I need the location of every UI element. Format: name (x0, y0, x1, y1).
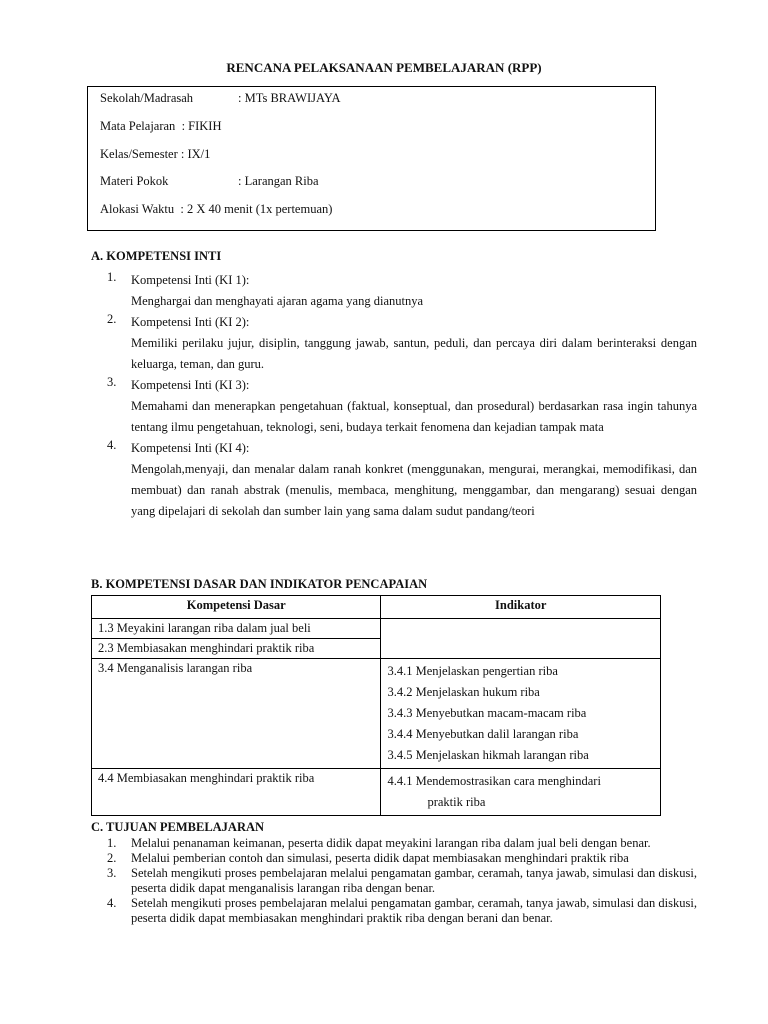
tujuan-text: Setelah mengikuti proses pembelajaran melalui pengamatan gambar, ceramah, tanya jawab, simulasi dan diskusi, peserta didik dapat membiasakan menghindari praktik riba dengan berani dan benar. (131, 896, 697, 925)
kompetensi-inti-list (91, 270, 697, 522)
ki-description: Menghargai dan menghayati ajaran agama yang dianutnya (131, 294, 424, 308)
ki-heading: Kompetensi Inti (KI 3): (131, 378, 250, 392)
section-a-heading: A. KOMPETENSI INTI (91, 249, 222, 263)
table-row (92, 619, 661, 639)
indikator-item: 3.4.4 Menyebutkan dalil larangan riba (387, 727, 579, 741)
tujuan-number: 1. (107, 836, 117, 850)
indikator-cell-empty (381, 619, 661, 659)
indikator-cell (381, 769, 661, 816)
topic-value: : Larangan Riba (238, 174, 319, 188)
class-value: : IX/1 (180, 147, 211, 161)
tujuan-item (91, 866, 697, 896)
identity-topic-row (100, 174, 319, 189)
tujuan-number: 2. (107, 851, 117, 865)
col-header-indikator: Indikator (381, 596, 661, 619)
tujuan-list (91, 836, 697, 926)
tujuan-text: Melalui penanaman keimanan, peserta didik dapat meyakini larangan riba dalam jual beli dengan benar. (131, 836, 651, 850)
ki-description: Memahami dan menerapkan pengetahuan (faktual, konseptual, dan prosedural) berdasarkan rasa ingin tahunya tentang ilmu pengetahuan, teknologi, seni, budaya terkait fenomena dan kejadian tampak mata (131, 399, 697, 434)
ki-item (91, 312, 697, 375)
kompetensi-table (91, 595, 661, 816)
ki-description: Mengolah,menyaji, dan menalar dalam ranah konkret (menggunakan, mengurai, merangkai, memodifikasi, dan membuat) dan ranah abstrak (menulis, membaca, menghitung, menggambar, dan mengarang) sesuai dengan yang dipelajari di sekolah dan sumber lain yang sama dalam sudut pandang/teori (131, 462, 697, 518)
kd-cell: 2.3 Membiasakan menghindari praktik riba (92, 639, 381, 659)
indikator-cell (381, 659, 661, 769)
ki-number: 4. (107, 438, 117, 452)
ki-heading: Kompetensi Inti (KI 2): (131, 315, 250, 329)
indikator-item: 4.4.1 Mendemostrasikan cara menghindari (387, 774, 601, 788)
ki-number: 3. (107, 375, 117, 389)
indikator-item: 3.4.3 Menyebutkan macam-macam riba (387, 706, 587, 720)
kd-cell: 4.4 Membiasakan menghindari praktik riba (92, 769, 381, 816)
col-header-kompetensi-dasar: Kompetensi Dasar (92, 596, 381, 619)
school-label: Sekolah/Madrasah (100, 91, 194, 105)
time-value: : 2 X 40 menit (1x pertemuan) (180, 202, 333, 216)
tujuan-item (91, 851, 697, 866)
ki-heading: Kompetensi Inti (KI 1): (131, 273, 250, 287)
topic-label: Materi Pokok (100, 174, 169, 188)
indikator-item: 3.4.2 Menjelaskan hukum riba (387, 685, 540, 699)
school-value: : MTs BRAWIJAYA (238, 91, 341, 105)
kd-cell: 1.3 Meyakini larangan riba dalam jual beli (92, 619, 381, 639)
tujuan-number: 4. (107, 896, 117, 910)
subject-value: : FIKIH (181, 119, 222, 133)
kd-cell: 3.4 Menganalisis larangan riba (92, 659, 381, 769)
time-label: Alokasi Waktu (100, 202, 175, 216)
ki-number: 2. (107, 312, 117, 326)
ki-item (91, 438, 697, 522)
tujuan-text: Setelah mengikuti proses pembelajaran melalui pengamatan gambar, ceramah, tanya jawab, simulasi dan diskusi, peserta didik dapat menganalisis larangan riba dengan benar. (131, 866, 697, 895)
ki-number: 1. (107, 270, 117, 284)
identity-time-row (100, 202, 332, 217)
document-title: RENCANA PELAKSANAAN PEMBELAJARAN (RPP) (226, 60, 542, 75)
identity-box (87, 86, 656, 231)
ki-item (91, 375, 697, 438)
table-row (92, 659, 661, 769)
indikator-item: 3.4.1 Menjelaskan pengertian riba (387, 664, 558, 678)
table-row (92, 769, 661, 816)
subject-label: Mata Pelajaran (100, 119, 176, 133)
indikator-item-continuation: praktik riba (427, 795, 486, 809)
tujuan-item (91, 896, 697, 926)
identity-class-row (100, 147, 210, 162)
identity-subject-row (100, 119, 222, 134)
tujuan-item (91, 836, 697, 851)
ki-item (91, 270, 697, 312)
class-label: Kelas/Semester (100, 147, 178, 161)
section-b-heading: B. KOMPETENSI DASAR DAN INDIKATOR PENCAPAIAN (91, 577, 428, 591)
section-c-heading: C. TUJUAN PEMBELAJARAN (91, 820, 265, 834)
identity-school-row (100, 91, 341, 106)
table-header-row (92, 596, 661, 619)
ki-description: Memiliki perilaku jujur, disiplin, tanggung jawab, santun, peduli, dan percaya diri dalam berinteraksi dengan keluarga, teman, dan guru. (131, 336, 697, 371)
indikator-item: 3.4.5 Menjelaskan hikmah larangan riba (387, 748, 589, 762)
ki-heading: Kompetensi Inti (KI 4): (131, 441, 250, 455)
tujuan-text: Melalui pemberian contoh dan simulasi, peserta didik dapat membiasakan menghindari praktik riba (131, 851, 629, 865)
tujuan-number: 3. (107, 866, 117, 880)
